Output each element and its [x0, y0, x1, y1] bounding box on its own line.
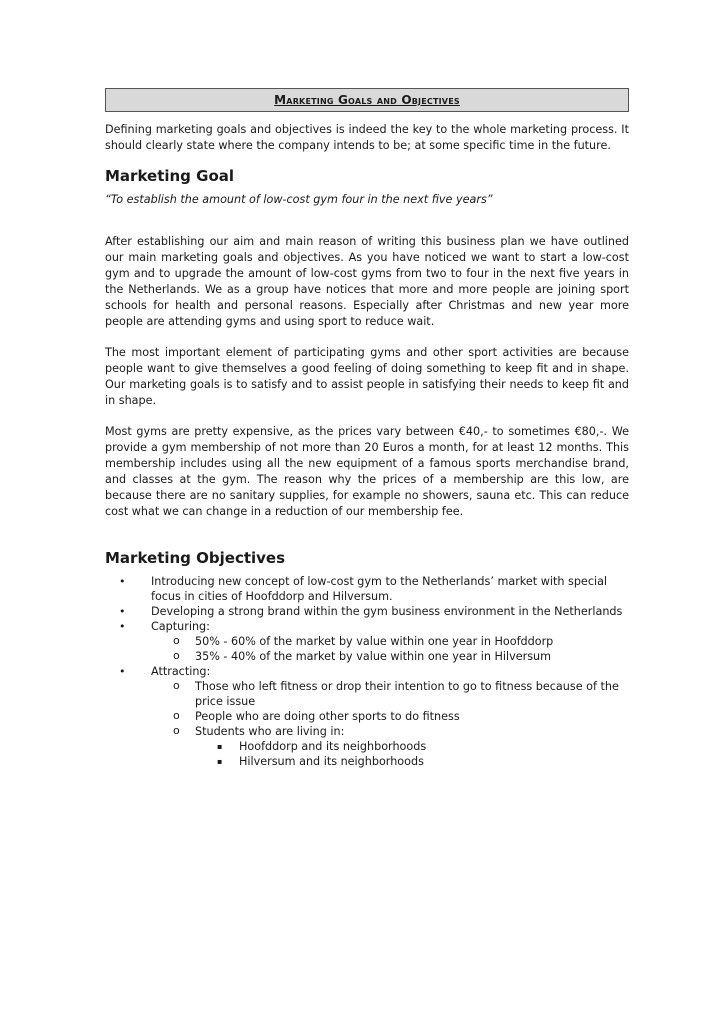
goal-paragraph-2: The most important element of participating gyms and other sport activities are because people want to give themselves a good feeling of doing something to keep fit and in shape. Our marketing goals is to satisfy and to assist people in satisfying their needs to keep fit and in shape.: [105, 346, 629, 407]
capturing-sublist: [151, 634, 629, 664]
goal-paragraph-3: Most gyms are pretty expensive, as the prices vary between €40,- to sometimes €80,-. We provide a gym membership of not more than 20 Euros a month, for at least 12 months. This membership includes using all the new equipment of a famous sports merchandise brand, and classes at the gym. The reason why the prices of a membership are this low, are because there are no sanitary supplies, for example no showers, sauna etc. This can reduce cost what we can change in a reduction of our membership fee.: [105, 425, 629, 518]
list-item: [195, 739, 629, 754]
marketing-goal-heading: Marketing Goal: [105, 167, 235, 185]
bullet-icon: •: [119, 605, 126, 618]
bullet-icon: •: [119, 665, 126, 678]
document-page: [105, 88, 629, 769]
list-item-text: Developing a strong brand within the gym business environment in the Netherlands: [151, 605, 623, 618]
bullet-icon: •: [119, 620, 126, 633]
attracting-sublist: [151, 679, 629, 769]
objectives-list: [105, 574, 629, 769]
list-item-text: Students who are living in:: [195, 725, 345, 738]
list-item-text: Hilversum and its neighborhoods: [239, 755, 424, 768]
square-bullet-icon: ▪: [217, 757, 223, 766]
intro-paragraph: Defining marketing goals and objectives is indeed the key to the whole marketing process. It should clearly state where the company intends to be; at some specific time in the future.: [105, 123, 629, 152]
list-item-text: Introducing new concept of low-cost gym to the Netherlands’ market with special focus in cities of Hoofddorp and Hilversum.: [151, 575, 608, 603]
list-item: [151, 679, 629, 709]
bullet-icon: •: [119, 575, 126, 588]
list-item: [151, 709, 629, 724]
list-item: [151, 724, 629, 769]
page-title: [105, 88, 629, 112]
list-item: [195, 754, 629, 769]
list-item-text: Capturing:: [151, 620, 210, 633]
page-title-text: Marketing Goals and Objectives: [274, 93, 460, 107]
circle-bullet-icon: o: [173, 649, 180, 662]
list-item: [105, 574, 629, 604]
list-item: [105, 604, 629, 619]
goal-paragraph-1: After establishing our aim and main reason of writing this business plan we have outlined our main marketing goals and objectives. As you have noticed we want to start a low-cost gym and to upgrade the amount of low-cost gyms from two to four in the next five years in the Netherlands. We as a group have notices that more and more people are joining sport schools for health and personal reasons. Especially after Christmas and new year more people are attending gyms and using sport to reduce wait.: [105, 235, 629, 328]
list-item: [105, 664, 629, 769]
square-bullet-icon: ▪: [217, 742, 223, 751]
circle-bullet-icon: o: [173, 709, 180, 722]
marketing-goal-quote: “To establish the amount of low-cost gym four in the next five years”: [105, 193, 493, 206]
circle-bullet-icon: o: [173, 634, 180, 647]
students-sublist: [195, 739, 629, 769]
list-item-text: 35% - 40% of the market by value within one year in Hilversum: [195, 650, 552, 663]
marketing-objectives-heading: Marketing Objectives: [105, 549, 286, 567]
list-item-text: Attracting:: [151, 665, 211, 678]
list-item-text: Those who left fitness or drop their intention to go to fitness because of the price issue: [195, 680, 619, 708]
list-item: [151, 634, 629, 649]
circle-bullet-icon: o: [173, 679, 180, 692]
circle-bullet-icon: o: [173, 724, 180, 737]
list-item-text: 50% - 60% of the market by value within one year in Hoofddorp: [195, 635, 554, 648]
list-item: [151, 649, 629, 664]
list-item: [105, 619, 629, 664]
list-item-text: People who are doing other sports to do fitness: [195, 710, 460, 723]
list-item-text: Hoofddorp and its neighborhoods: [239, 740, 427, 753]
